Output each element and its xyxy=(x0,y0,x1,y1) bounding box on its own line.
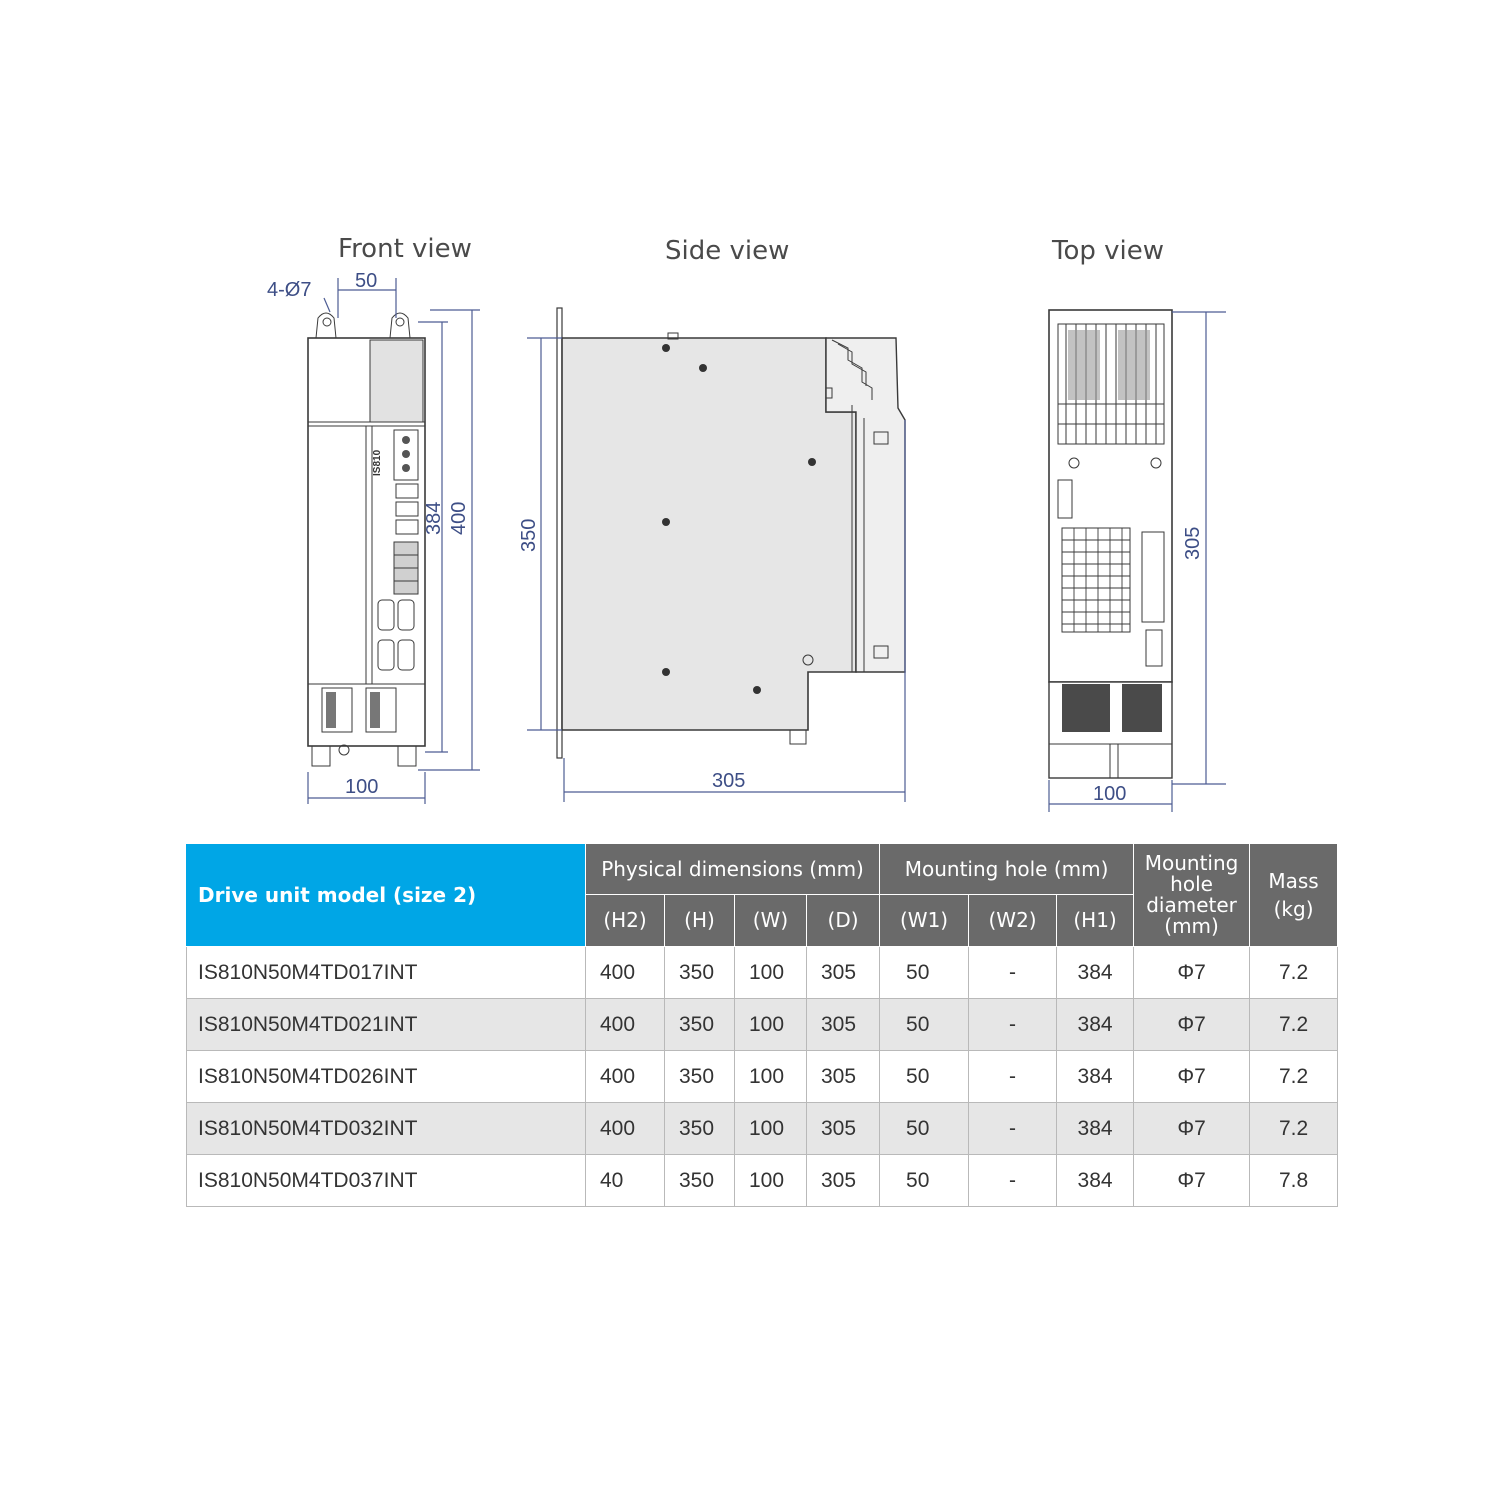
cell-mass: 7.2 xyxy=(1250,999,1338,1051)
cell-w2: - xyxy=(969,947,1057,999)
table-row xyxy=(187,999,1338,1051)
top-view-drawing xyxy=(1049,310,1226,812)
front-view-title: Front view xyxy=(338,234,472,264)
cell-w: 100 xyxy=(735,1155,807,1207)
cell-h1: 384 xyxy=(1057,947,1134,999)
cell-w: 100 xyxy=(735,999,807,1051)
cell-model: IS810N50M4TD032INT xyxy=(187,1103,586,1155)
table-row xyxy=(187,1051,1338,1103)
cell-w1: 50 xyxy=(880,1051,969,1103)
subheader-h2: (H2) xyxy=(586,895,665,947)
cell-diameter: Φ7 xyxy=(1134,1155,1250,1207)
cell-model: IS810N50M4TD026INT xyxy=(187,1051,586,1103)
cell-diameter: Φ7 xyxy=(1134,1103,1250,1155)
cell-mass: 7.2 xyxy=(1250,947,1338,999)
cell-diameter: Φ7 xyxy=(1134,1051,1250,1103)
cell-w: 100 xyxy=(735,1103,807,1155)
cell-w1: 50 xyxy=(880,1155,969,1207)
side-dim-305: 305 xyxy=(712,770,746,792)
cell-h: 350 xyxy=(665,947,735,999)
subheader-w1: (W1) xyxy=(880,895,969,947)
spec-table xyxy=(186,843,1338,1207)
cell-mass: 7.2 xyxy=(1250,1103,1338,1155)
cell-w1: 50 xyxy=(880,999,969,1051)
cell-w: 100 xyxy=(735,1051,807,1103)
mass-header: Mass (kg) xyxy=(1250,844,1338,947)
top-view-title: Top view xyxy=(1052,236,1165,266)
cell-model: IS810N50M4TD021INT xyxy=(187,999,586,1051)
cell-d: 305 xyxy=(807,1155,880,1207)
cell-model: IS810N50M4TD037INT xyxy=(187,1155,586,1207)
subheader-h: (H) xyxy=(665,895,735,947)
side-dim-350: 350 xyxy=(518,518,540,552)
cell-h2: 400 xyxy=(586,947,665,999)
front-dim-top: 50 xyxy=(355,270,378,292)
mounting-hole-icon xyxy=(323,318,331,326)
cell-h: 350 xyxy=(665,1155,735,1207)
side-view-title: Side view xyxy=(665,236,790,266)
side-view-drawing xyxy=(518,308,905,802)
front-view-drawing xyxy=(267,270,480,804)
cell-d: 305 xyxy=(807,999,880,1051)
cell-h: 350 xyxy=(665,1051,735,1103)
cell-mass: 7.8 xyxy=(1250,1155,1338,1207)
subheader-h1: (H1) xyxy=(1057,895,1134,947)
cell-h1: 384 xyxy=(1057,1155,1134,1207)
cell-h: 350 xyxy=(665,999,735,1051)
cell-mass: 7.2 xyxy=(1250,1051,1338,1103)
cell-w2: - xyxy=(969,1051,1057,1103)
table-row xyxy=(187,1155,1338,1207)
cell-w: 100 xyxy=(735,947,807,999)
cell-h1: 384 xyxy=(1057,999,1134,1051)
cell-h1: 384 xyxy=(1057,1051,1134,1103)
unit-marking: IS810 xyxy=(372,449,383,476)
cell-d: 305 xyxy=(807,1103,880,1155)
top-dim-305: 305 xyxy=(1182,526,1204,560)
cell-h2: 400 xyxy=(586,1051,665,1103)
top-dim-100: 100 xyxy=(1093,783,1127,805)
mounting-hole-icon xyxy=(396,318,404,326)
front-dim-384: 384 xyxy=(423,501,445,535)
cell-diameter: Φ7 xyxy=(1134,947,1250,999)
subheader-w: (W) xyxy=(735,895,807,947)
cell-h1: 384 xyxy=(1057,1103,1134,1155)
table-row xyxy=(187,947,1338,999)
table-row xyxy=(187,1103,1338,1155)
model-column-header: Drive unit model (size 2) xyxy=(187,844,586,947)
front-hole-label: 4-Ø7 xyxy=(267,279,312,301)
cell-h2: 40 xyxy=(586,1155,665,1207)
cell-h2: 400 xyxy=(586,1103,665,1155)
front-dim-bottom: 100 xyxy=(345,776,379,798)
physical-dimensions-header: Physical dimensions (mm) xyxy=(586,844,880,895)
front-dim-400: 400 xyxy=(448,501,470,535)
cell-h2: 400 xyxy=(586,999,665,1051)
subheader-d: (D) xyxy=(807,895,880,947)
hole-diameter-header: Mounting hole diameter (mm) xyxy=(1134,844,1250,947)
cell-w1: 50 xyxy=(880,1103,969,1155)
cell-w2: - xyxy=(969,1155,1057,1207)
cell-w2: - xyxy=(969,999,1057,1051)
cell-model: IS810N50M4TD017INT xyxy=(187,947,586,999)
cell-w1: 50 xyxy=(880,947,969,999)
cell-d: 305 xyxy=(807,947,880,999)
cell-d: 305 xyxy=(807,1051,880,1103)
subheader-w2: (W2) xyxy=(969,895,1057,947)
cell-w2: - xyxy=(969,1103,1057,1155)
mounting-hole-header: Mounting hole (mm) xyxy=(880,844,1134,895)
cell-diameter: Φ7 xyxy=(1134,999,1250,1051)
cell-h: 350 xyxy=(665,1103,735,1155)
